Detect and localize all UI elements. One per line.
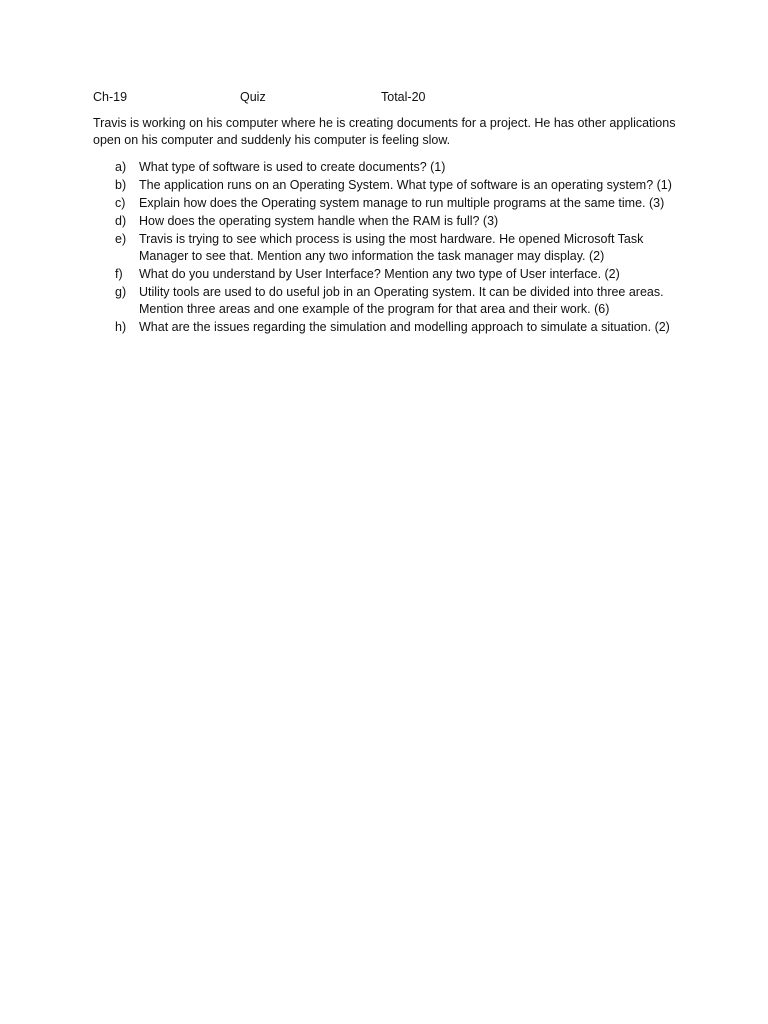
chapter-label: Ch-19 [93,90,128,104]
question-text: What do you understand by User Interface? Mention any two type of User interface. (2) [139,267,620,282]
question-label: b) [115,178,127,192]
question-text: The application runs on an Operating System. What type of software is an operating system? (1) [139,178,672,192]
question-text: Explain how does the Operating system manage to run multiple programs at the same time. (3) [139,196,665,210]
question-item [93,266,683,283]
question-item [93,159,683,176]
question-label: d) [115,214,127,228]
question-item [93,231,683,265]
question-list [93,159,683,337]
quiz-title: Quiz [240,90,266,104]
quiz-header [93,88,693,106]
question-text: What type of software is used to create documents? (1) [139,160,446,174]
question-item [93,195,683,212]
question-label: g) [115,285,127,300]
question-label: e) [115,232,127,246]
question-item [93,177,683,194]
question-text: What are the issues regarding the simulation and modelling approach to simulate a situation. (2) [139,320,670,335]
question-text: How does the operating system handle when the RAM is full? (3) [139,214,499,228]
scenario-intro: Travis is working on his computer where he is creating documents for a project. He has other applications open on his computer and suddenly his computer is feeling slow. [93,116,676,147]
question-label: h) [115,320,127,335]
question-label: a) [115,160,127,174]
question-label: f) [115,267,123,282]
total-marks: Total-20 [381,90,426,104]
question-item [93,319,683,336]
question-text: Travis is trying to see which process is using the most hardware. He opened Microsoft Task Manager to see that. Mention any two information the task manager may display. (2) [139,232,644,264]
question-item [93,213,683,230]
question-text: Utility tools are used to do useful job in an Operating system. It can be divided into three areas. Mention three areas and one example of the program for that area and their work. (6) [139,285,664,317]
question-label: c) [115,196,126,210]
question-item [93,284,683,318]
